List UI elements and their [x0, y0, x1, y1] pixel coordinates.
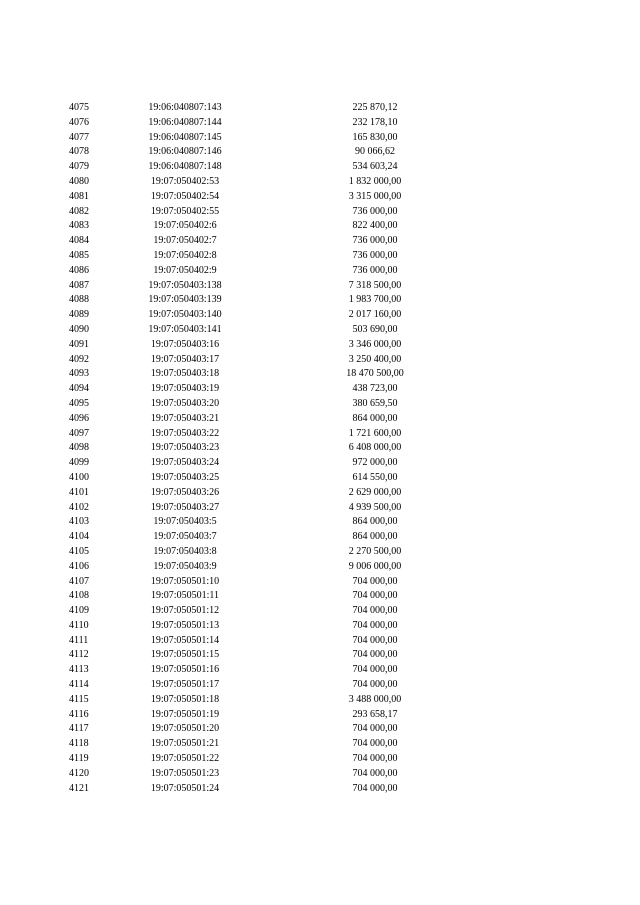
cadastral-value: 822 400,00	[352, 220, 398, 232]
cadastral-value: 614 550,00	[352, 471, 398, 483]
row-number: 4102	[69, 501, 89, 513]
cadastral-number: 19:07:050403:17	[150, 353, 220, 365]
row-number: 4107	[69, 575, 89, 587]
cadastral-number: 19:07:050403:20	[150, 397, 220, 409]
row-number: 4075	[69, 102, 89, 113]
table-row	[0, 441, 640, 456]
cadastral-number: 19:07:050402:9	[153, 264, 217, 276]
cadastral-number: 19:07:050402:53	[150, 175, 220, 187]
row-number: 4084	[69, 235, 89, 247]
row-number: 4083	[69, 220, 89, 232]
cadastral-number: 19:07:050403:23	[150, 442, 220, 454]
table-row	[0, 515, 640, 530]
row-number: 4116	[69, 708, 89, 720]
table-row	[0, 501, 640, 516]
cadastral-value: 503 690,00	[352, 323, 398, 335]
table-row	[0, 782, 640, 797]
row-number: 4115	[69, 693, 89, 705]
row-number: 4117	[69, 723, 89, 735]
row-number: 4121	[69, 782, 89, 794]
table-row	[0, 205, 640, 220]
cadastral-number: 19:07:050403:26	[150, 486, 220, 498]
cadastral-number: 19:07:050403:24	[150, 457, 220, 469]
row-number: 4085	[69, 249, 89, 261]
cadastral-value: 438 723,00	[352, 383, 398, 395]
cadastral-number: 19:07:050501:11	[151, 590, 219, 602]
table-row	[0, 530, 640, 545]
cadastral-value: 1 721 600,00	[348, 427, 402, 439]
table-row	[0, 219, 640, 234]
table-row	[0, 338, 640, 353]
table-row	[0, 752, 640, 767]
cadastral-number: 19:07:050402:8	[153, 249, 217, 261]
cadastral-number: 19:07:050403:18	[150, 368, 220, 380]
table-row	[0, 648, 640, 663]
table-row	[0, 293, 640, 308]
row-number: 4093	[69, 368, 89, 380]
cadastral-value: 3 488 000,00	[348, 693, 402, 705]
table-row	[0, 116, 640, 131]
cadastral-number: 19:07:050403:27	[150, 501, 220, 513]
row-number: 4089	[69, 309, 89, 321]
cadastral-number: 19:07:050501:18	[150, 693, 220, 705]
row-number: 4104	[69, 531, 89, 543]
cadastral-value: 2 629 000,00	[348, 486, 402, 498]
cadastral-value: 90 066,62	[355, 146, 395, 158]
table-row	[0, 367, 640, 382]
table-row	[0, 722, 640, 737]
cadastral-number: 19:07:050403:141	[148, 323, 222, 335]
table-row	[0, 575, 640, 590]
cadastral-number: 19:07:050403:5	[153, 516, 217, 528]
cadastral-value: 704 000,00	[352, 634, 398, 646]
row-number: 4077	[69, 131, 89, 143]
cadastral-number: 19:07:050403:138	[148, 279, 222, 291]
cadastral-value: 736 000,00	[352, 235, 398, 247]
row-number: 4097	[69, 427, 89, 439]
table-row	[0, 249, 640, 264]
cadastral-value: 864 000,00	[352, 531, 398, 543]
cadastral-value: 18 470 500,00	[346, 368, 404, 380]
table-row	[0, 279, 640, 294]
cadastral-value: 165 830,00	[352, 131, 398, 143]
table-row	[0, 634, 640, 649]
row-number: 4098	[69, 442, 89, 454]
table-row	[0, 560, 640, 575]
row-number: 4106	[69, 560, 89, 572]
cadastral-value: 704 000,00	[352, 664, 398, 676]
cadastral-value: 3 346 000,00	[348, 338, 402, 350]
row-number: 4080	[69, 175, 89, 187]
cadastral-number: 19:07:050402:55	[150, 205, 220, 217]
cadastral-value: 2 270 500,00	[348, 545, 402, 557]
cadastral-value: 864 000,00	[352, 412, 398, 424]
row-number: 4088	[69, 294, 89, 306]
row-number: 4120	[69, 767, 89, 779]
row-number: 4081	[69, 190, 89, 202]
table-row	[0, 708, 640, 723]
cadastral-number: 19:07:050402:54	[150, 190, 220, 202]
row-number: 4100	[69, 471, 89, 483]
table-row	[0, 604, 640, 619]
row-number: 4110	[69, 619, 89, 631]
row-number: 4103	[69, 516, 89, 528]
cadastral-value: 704 000,00	[352, 649, 398, 661]
cadastral-number: 19:07:050501:10	[150, 575, 220, 587]
cadastral-number: 19:07:050403:139	[148, 294, 222, 306]
cadastral-value: 7 318 500,00	[348, 279, 402, 291]
cadastral-number: 19:07:050501:21	[150, 738, 220, 750]
table-row	[0, 175, 640, 190]
cadastral-number: 19:07:050501:22	[150, 753, 220, 765]
row-number: 4113	[69, 664, 89, 676]
cadastral-value: 972 000,00	[352, 457, 398, 469]
cadastral-number: 19:07:050402:6	[153, 220, 217, 232]
cadastral-value: 736 000,00	[352, 264, 398, 276]
cadastral-value: 1 983 700,00	[348, 294, 402, 306]
row-number: 4090	[69, 323, 89, 335]
table-row	[0, 190, 640, 205]
table-row	[0, 397, 640, 412]
table-row	[0, 737, 640, 752]
cadastral-value: 704 000,00	[352, 679, 398, 691]
cadastral-value: 704 000,00	[352, 723, 398, 735]
row-number: 4091	[69, 338, 89, 350]
cadastral-number: 19:07:050403:140	[148, 309, 222, 321]
table-row	[0, 101, 640, 116]
cadastral-value: 2 017 160,00	[348, 309, 402, 321]
row-number: 4101	[69, 486, 89, 498]
cadastral-number: 19:07:050501:14	[150, 634, 220, 646]
cadastral-value: 9 006 000,00	[348, 560, 402, 572]
row-number: 4109	[69, 605, 89, 617]
table-row	[0, 353, 640, 368]
cadastral-value: 293 658,17	[352, 708, 398, 720]
table-row	[0, 234, 640, 249]
table-row	[0, 131, 640, 146]
cadastral-number: 19:07:050403:19	[150, 383, 220, 395]
cadastral-number: 19:07:050403:7	[153, 531, 217, 543]
cadastral-number: 19:07:050403:22	[150, 427, 220, 439]
row-number: 4092	[69, 353, 89, 365]
cadastral-number: 19:07:050403:21	[150, 412, 220, 424]
row-number: 4076	[69, 116, 89, 128]
row-number: 4119	[69, 753, 89, 765]
row-number: 4096	[69, 412, 89, 424]
cadastral-value-table	[0, 101, 640, 796]
row-number: 4108	[69, 590, 89, 602]
row-number: 4114	[69, 679, 89, 691]
table-row	[0, 160, 640, 175]
cadastral-value: 4 939 500,00	[348, 501, 402, 513]
cadastral-number: 19:07:050501:17	[150, 679, 220, 691]
table-row	[0, 678, 640, 693]
table-row	[0, 693, 640, 708]
cadastral-value: 736 000,00	[352, 205, 398, 217]
cadastral-number: 19:06:040807:143	[148, 102, 222, 113]
cadastral-value: 704 000,00	[352, 782, 398, 794]
cadastral-number: 19:07:050403:16	[150, 338, 220, 350]
cadastral-number: 19:07:050403:8	[153, 545, 217, 557]
row-number: 4099	[69, 457, 89, 469]
cadastral-value: 225 870,12	[352, 102, 398, 113]
cadastral-value: 704 000,00	[352, 605, 398, 617]
table-row	[0, 412, 640, 427]
row-number: 4087	[69, 279, 89, 291]
table-row	[0, 486, 640, 501]
cadastral-number: 19:06:040807:144	[148, 116, 222, 128]
table-row	[0, 456, 640, 471]
row-number: 4112	[69, 649, 89, 661]
table-row	[0, 471, 640, 486]
row-number: 4095	[69, 397, 89, 409]
cadastral-number: 19:07:050402:7	[153, 235, 217, 247]
cadastral-value: 3 315 000,00	[348, 190, 402, 202]
table-row	[0, 427, 640, 442]
row-number: 4082	[69, 205, 89, 217]
cadastral-number: 19:07:050403:25	[150, 471, 220, 483]
cadastral-value: 704 000,00	[352, 590, 398, 602]
cadastral-number: 19:07:050501:12	[150, 605, 220, 617]
cadastral-number: 19:07:050501:16	[150, 664, 220, 676]
cadastral-number: 19:07:050501:19	[150, 708, 220, 720]
cadastral-number: 19:07:050501:24	[150, 782, 220, 794]
table-row	[0, 382, 640, 397]
cadastral-value: 704 000,00	[352, 767, 398, 779]
cadastral-value: 864 000,00	[352, 516, 398, 528]
row-number: 4118	[69, 738, 89, 750]
row-number: 4078	[69, 146, 89, 158]
cadastral-value: 1 832 000,00	[348, 175, 402, 187]
cadastral-value: 232 178,10	[352, 116, 398, 128]
cadastral-number: 19:06:040807:145	[148, 131, 222, 143]
table-row	[0, 545, 640, 560]
cadastral-number: 19:07:050403:9	[153, 560, 217, 572]
table-row	[0, 619, 640, 634]
table-row	[0, 145, 640, 160]
cadastral-value: 6 408 000,00	[348, 442, 402, 454]
table-row	[0, 323, 640, 338]
cadastral-number: 19:07:050501:13	[150, 619, 220, 631]
cadastral-number: 19:06:040807:148	[148, 161, 222, 173]
cadastral-value: 380 659,50	[352, 397, 398, 409]
cadastral-number: 19:07:050501:15	[150, 649, 220, 661]
table-row	[0, 308, 640, 323]
cadastral-value: 534 603,24	[352, 161, 398, 173]
row-number: 4079	[69, 161, 89, 173]
table-row	[0, 264, 640, 279]
cadastral-value: 704 000,00	[352, 575, 398, 587]
table-row	[0, 663, 640, 678]
row-number: 4111	[69, 634, 89, 646]
cadastral-number: 19:07:050501:20	[150, 723, 220, 735]
row-number: 4086	[69, 264, 89, 276]
cadastral-value: 704 000,00	[352, 738, 398, 750]
cadastral-value: 736 000,00	[352, 249, 398, 261]
row-number: 4105	[69, 545, 89, 557]
cadastral-number: 19:07:050501:23	[150, 767, 220, 779]
cadastral-value: 704 000,00	[352, 619, 398, 631]
cadastral-value: 704 000,00	[352, 753, 398, 765]
cadastral-number: 19:06:040807:146	[148, 146, 222, 158]
cadastral-value: 3 250 400,00	[348, 353, 402, 365]
table-row	[0, 589, 640, 604]
row-number: 4094	[69, 383, 89, 395]
table-row	[0, 767, 640, 782]
